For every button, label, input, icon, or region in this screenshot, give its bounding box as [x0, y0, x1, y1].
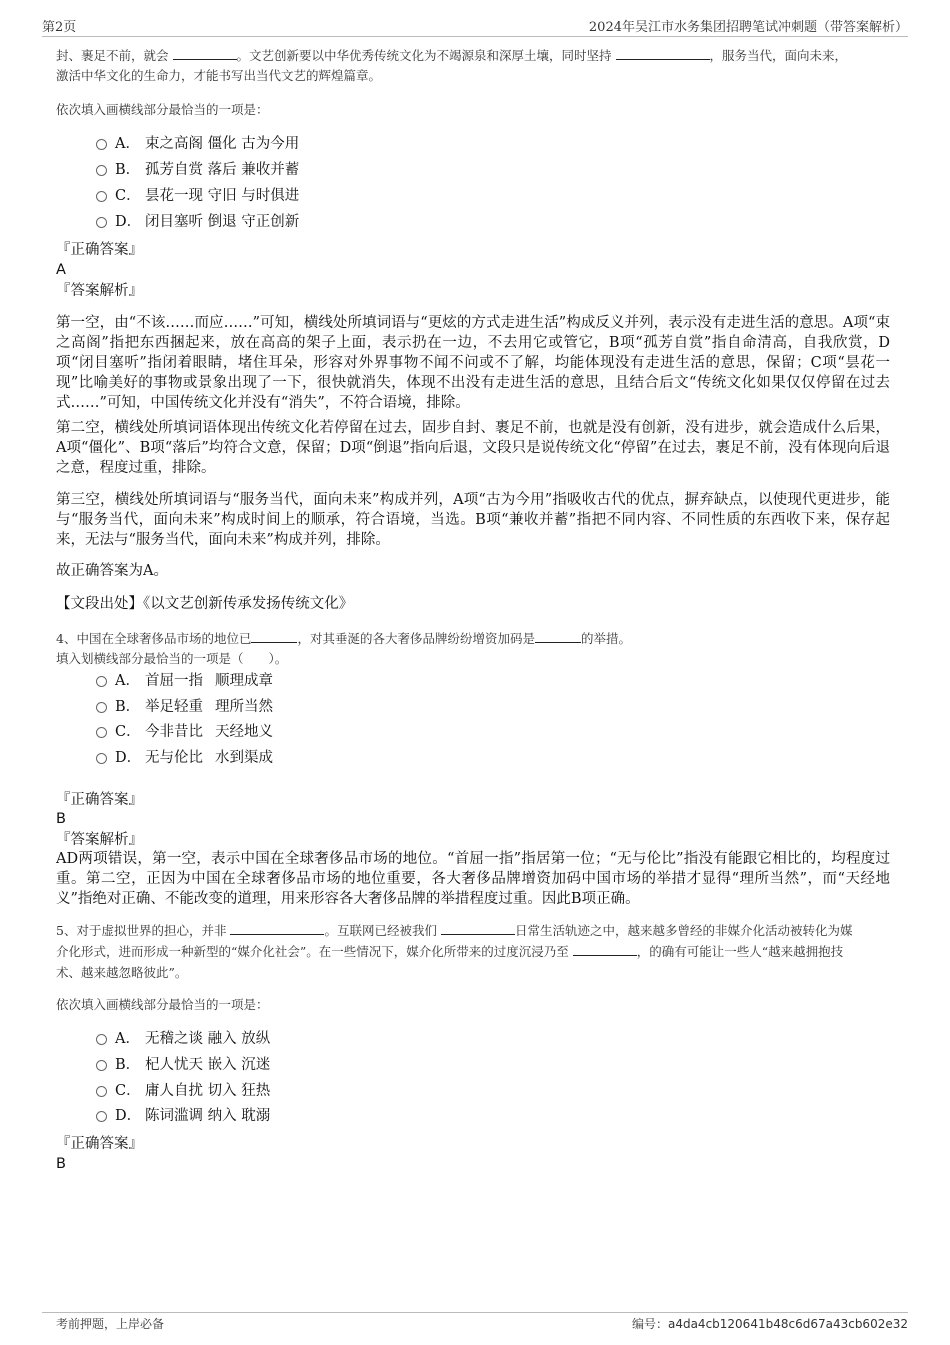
- q3-analysis-para-3: 第三空，横线处所填词语与“服务当代，面向未来”构成并列，A项“古为今用”指吸收古代的优点，摒弃缺点，以使现代更进步，能与“服务当代，面向未来”构成时间上的顺承，符合语境，当选。B项“兼收并蓄”指把不同内容、不同性质的东西收下来，保存起来，无法与“服务当代，面向未来”构成并列，排除。: [56, 492, 890, 548]
- radio-icon[interactable]: [96, 1034, 107, 1045]
- radio-icon[interactable]: [96, 165, 107, 176]
- option-text: 庸人自扰 切入 狂热: [145, 1083, 271, 1099]
- radio-icon[interactable]: [96, 1060, 107, 1071]
- q4-option-a[interactable]: [96, 671, 273, 691]
- q5-option-d[interactable]: [96, 1106, 270, 1126]
- q3-conclusion: 故正确答案为A。: [56, 563, 168, 579]
- footer-code: [632, 1315, 908, 1332]
- q5-stem-part-f: 术、越来越忽略彼此”。: [56, 965, 188, 980]
- q3-analysis-tag: 『答案解析』: [56, 283, 143, 299]
- option-text: 无稽之谈 融入 放纵: [145, 1031, 271, 1047]
- q3-answer-tag: 『正确答案』: [56, 242, 143, 258]
- option-label: B．: [115, 1057, 141, 1073]
- q3-stem-part-d: 激活中华文化的生命力，才能书写出当代文艺的辉煌篇章。: [56, 68, 382, 83]
- q5-stem-part-a: 5、对于虚拟世界的担心，并非: [56, 923, 227, 938]
- radio-icon[interactable]: [96, 217, 107, 228]
- q3-blank-3: [616, 45, 710, 60]
- option-label: B．: [115, 162, 141, 178]
- option-word-1: 今非昔比: [145, 724, 203, 740]
- q4-answer-tag: 『正确答案』: [56, 792, 143, 808]
- q3-analysis-para-1: 第一空，由“不该……而应……”可知，横线处所填词语与“更炫的方式走进生活”构成反义并列，表示没有走进生活的意思。A项“束之高阁”指把东西捆起来，放在高高的架子上面，表示扔在一边，不去用它或管它，B项“孤芳自赏”指自命清高，自我欣赏，D项“闭目塞听”指闭着眼睛，堵住耳朵，形容对外界事物不闻不问或不了解，均能体现没有走进生活的意思，保留；C项“昙花一现”比喻美好的事物或景象出现了一下，很快就消失，体现不出没有走进生活的意思，且结合后文“传统文化如果仅仅停留在过去式……”可知，中国传统文化并没有“消失”，不符合语境，排除。: [56, 315, 891, 411]
- q4-blank-2: [535, 628, 581, 643]
- q4-prompt: 填入划横线部分最恰当的一项是（ ）。: [56, 651, 288, 666]
- footer-code-value: a4da4cb120641b48c6d67a43cb602e32: [667, 1317, 908, 1331]
- option-label: B．: [115, 699, 141, 715]
- radio-icon[interactable]: [96, 191, 107, 202]
- q3-answer: A: [56, 262, 66, 278]
- option-word-2: 水到渠成: [215, 750, 273, 766]
- q4-blank-1: [251, 628, 297, 643]
- q3-stem-part-b: 。文艺创新要以中华优秀传统文化为不竭源泉和深厚土壤，同时坚持: [236, 48, 612, 63]
- q4-stem-part-c: 的举措。: [580, 631, 631, 646]
- option-text: 杞人忧天 嵌入 沉迷: [145, 1057, 271, 1073]
- q3-stem-part-a: 封、裹足不前，就会: [56, 48, 169, 63]
- q3-prompt: 依次填入画横线部分最恰当的一项是：: [56, 102, 269, 117]
- option-word-2: 顺理成章: [215, 673, 273, 689]
- option-word-2: 理所当然: [215, 699, 273, 715]
- q3-option-d[interactable]: [96, 212, 299, 232]
- q5-stem-part-c: 日常生活轨迹之中，越来越多曾经的非媒介化活动被转化为媒: [514, 923, 853, 938]
- option-label: A．: [115, 673, 140, 689]
- q4-stem-part-a: 4、中国在全球奢侈品市场的地位已: [56, 631, 252, 646]
- q5-option-c[interactable]: [96, 1081, 270, 1101]
- option-label: A．: [115, 136, 140, 152]
- q3-option-a[interactable]: [96, 134, 299, 154]
- option-word-2: 天经地义: [215, 724, 273, 740]
- page-footer: [42, 1312, 908, 1335]
- q5-answer: B: [56, 1156, 66, 1172]
- radio-icon[interactable]: [96, 753, 107, 764]
- q4-analysis: AD两项错误，第一空，表示中国在全球奢侈品市场的地位。“首屈一指”指居第一位；“无与伦比”指没有能跟它相比的，均程度过重。第二空，正因为中国在全球奢侈品市场的地位重要，各大奢侈品牌增资加码中国市场的举措才显得“理所当然”，而“天经地义”指绝对正确、不能改变的道理，用来形容各大奢侈品牌的举措程度过重。因此B项正确。: [56, 851, 890, 907]
- option-label: C．: [115, 1083, 141, 1099]
- option-label: D．: [115, 1108, 142, 1124]
- q4-analysis-tag: 『答案解析』: [56, 832, 143, 848]
- footer-code-label: 编号：: [631, 1317, 668, 1331]
- q3-option-c[interactable]: [96, 186, 299, 206]
- option-text: 闭目塞听 倒退 守正创新: [145, 214, 300, 230]
- q4-stem-part-b: ，对其垂涎的各大奢侈品牌纷纷增资加码是: [297, 631, 535, 646]
- option-label: A．: [115, 1031, 140, 1047]
- q5-blank-3: [573, 941, 637, 956]
- q3-source: 【文段出处】《以文艺创新传承发扬传统文化》: [56, 596, 354, 612]
- option-label: D．: [115, 214, 142, 230]
- q5-blank-2: [441, 920, 515, 935]
- radio-icon[interactable]: [96, 1111, 107, 1122]
- q3-stem: [56, 45, 896, 86]
- q4-stem: [56, 628, 896, 649]
- q4-option-c[interactable]: [96, 722, 273, 742]
- q5-stem-part-d: 介化形式，进而形成一种新型的“媒介化社会”。在一些情况下，媒介化所带来的过度沉浸乃至: [56, 944, 569, 959]
- q5-prompt: 依次填入画横线部分最恰当的一项是：: [56, 997, 269, 1012]
- q5-stem: [56, 920, 896, 983]
- option-word-1: 无与伦比: [145, 750, 203, 766]
- q3-stem-part-c: ，服务当代，面向未来，: [709, 48, 848, 63]
- option-word-1: 首屈一指: [145, 673, 203, 689]
- q5-answer-tag: 『正确答案』: [56, 1136, 143, 1152]
- q5-option-a[interactable]: [96, 1029, 270, 1049]
- radio-icon[interactable]: [96, 727, 107, 738]
- q3-analysis-para-2: 第二空，横线处所填词语体现出传统文化若停留在过去，固步自封、裹足不前，也就是没有创新，没有进步，就会造成什么后果，A项“僵化”、B项“落后”均符合文意，保留；D项“倒退”指向后退，文段只是说传统文化“停留”在过去，裹足不前，没有体现向后退之意，程度过重，排除。: [56, 420, 890, 476]
- option-label: C．: [115, 188, 141, 204]
- q5-blank-1: [230, 920, 324, 935]
- radio-icon[interactable]: [96, 702, 107, 713]
- option-label: C．: [115, 724, 141, 740]
- q5-stem-part-e: ，的确有可能让一些人“越来越拥抱技: [636, 944, 844, 959]
- option-label: D．: [115, 750, 142, 766]
- radio-icon[interactable]: [96, 139, 107, 150]
- q4-answer: B: [56, 811, 66, 827]
- q5-option-b[interactable]: [96, 1055, 270, 1075]
- q4-option-d[interactable]: [96, 748, 273, 768]
- document-title: 2024年吴江市水务集团招聘笔试冲刺题（带答案解析）: [588, 20, 908, 35]
- option-text: 束之高阁 僵化 古为今用: [145, 136, 300, 152]
- footer-slogan: 考前押题，上岸必备: [56, 1317, 165, 1331]
- option-text: 孤芳自赏 落后 兼收并蓄: [145, 162, 300, 178]
- page-header: [42, 16, 908, 37]
- radio-icon[interactable]: [96, 1086, 107, 1097]
- option-text: 陈词滥调 纳入 耽溺: [145, 1108, 271, 1124]
- option-text: 昙花一现 守旧 与时俱进: [145, 188, 300, 204]
- q5-stem-part-b: 。互联网已经被我们: [324, 923, 437, 938]
- q4-option-b[interactable]: [96, 697, 273, 717]
- option-word-1: 举足轻重: [145, 699, 203, 715]
- q3-option-b[interactable]: [96, 160, 299, 180]
- page-number: 第2页: [42, 20, 77, 35]
- radio-icon[interactable]: [96, 676, 107, 687]
- q3-blank-2: [173, 45, 237, 60]
